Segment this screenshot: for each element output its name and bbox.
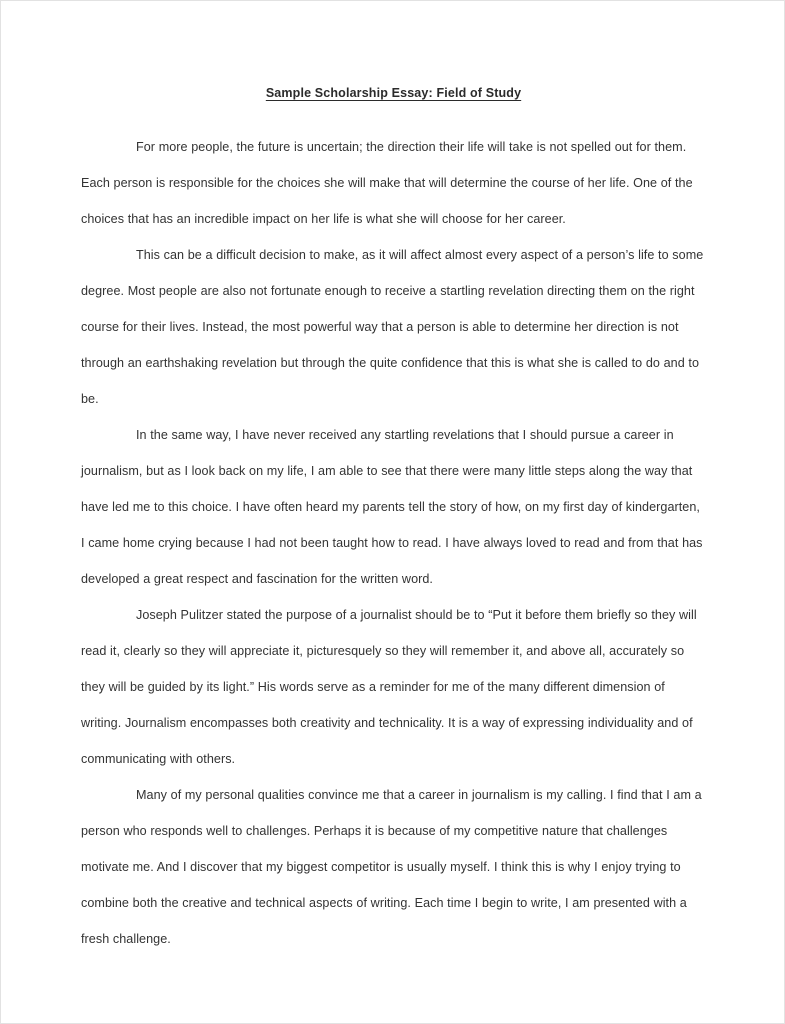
essay-paragraph: For more people, the future is uncertain; the direction their life will take is not spelled out for them. Each person is responsible for the choices she will make that will determine the course of her life. One of the choices that has an incredible impact on her life is what she will choose for her career.: [81, 140, 693, 226]
essay-paragraph: This can be a difficult decision to make, as it will affect almost every aspect of a person’s life to some degree. Most people are also not fortunate enough to receive a startling revelation directing them on the right course for their lives. Instead, the most powerful way that a person is able to determine her direction is not through an earthshaking revelation but through the quite confidence that this is what she is called to do and to be.: [81, 248, 704, 406]
page-title: Sample Scholarship Essay: Field of Study: [265, 86, 522, 100]
essay-paragraph: Many of my personal qualities convince me that a career in journalism is my calling. I find that I am a person who responds well to challenges. Perhaps it is because of my competitive nature that challenges motivate me. And I discover that my biggest competitor is usually myself. I think this is why I enjoy trying to combine both the creative and technical aspects of writing. Each time I begin to write, I am presented with a fresh challenge.: [81, 788, 702, 946]
essay-paragraph: In the same way, I have never received any startling revelations that I should pursue a career in journalism, but as I look back on my life, I am able to see that there were many little steps along the way that have led me to this choice. I have often heard my parents tell the story of how, on my first day of kindergarten, I came home crying because I had not been taught how to read. I have always loved to read and from that has developed a great respect and fascination for the written word.: [81, 428, 703, 586]
essay-body: [81, 129, 706, 957]
essay-paragraph: Joseph Pulitzer stated the purpose of a journalist should be to “Put it before them briefly so they will read it, clearly so they will appreciate it, picturesquely so they will remember it, and above all, accurately so they will be guided by its light.” His words serve as a reminder for me of the many different dimension of writing. Journalism encompasses both creativity and technicality. It is a way of expressing individuality and of communicating with others.: [81, 608, 697, 766]
